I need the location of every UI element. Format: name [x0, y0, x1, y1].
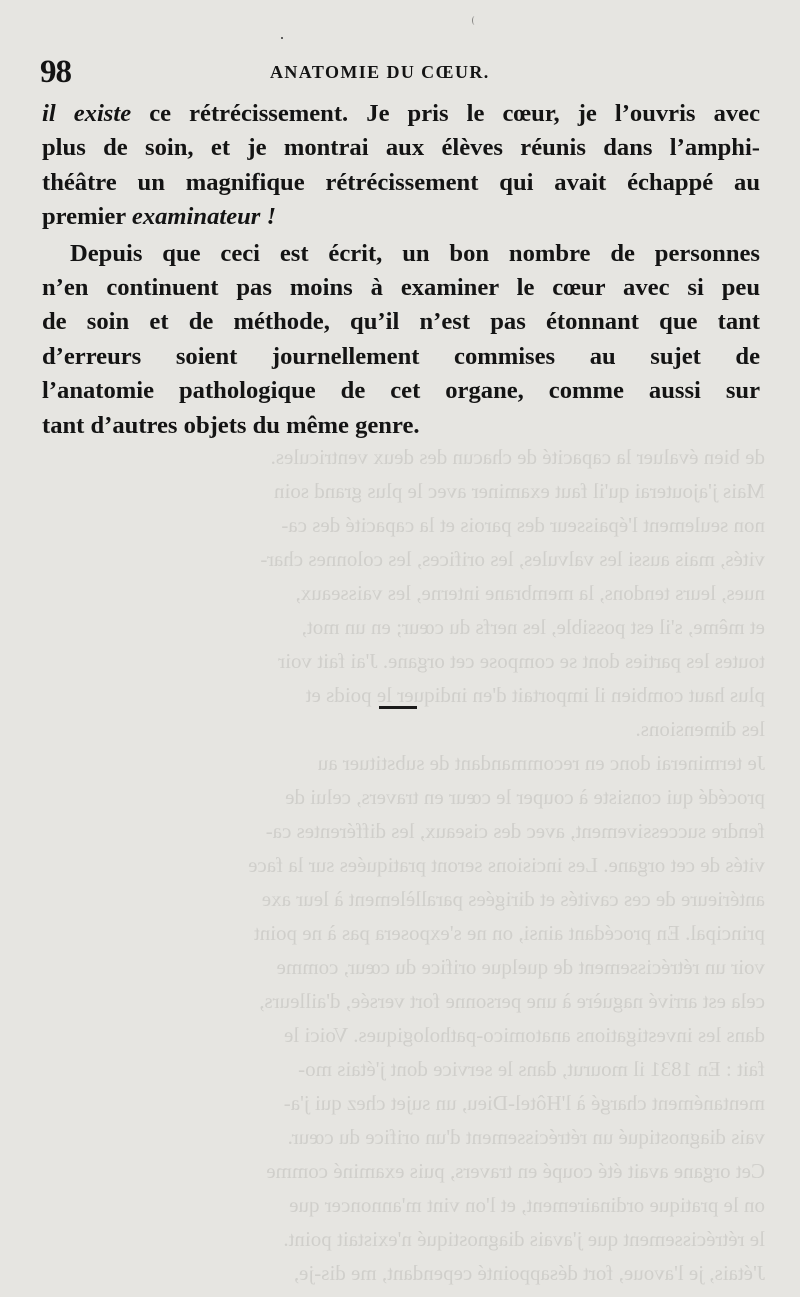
text-line: il existe ce rétrécissement. Je pris le cœur, je l’ouvris avec [42, 100, 761, 127]
bleed-through-texture: de bien évaluer la capacité de chacun des deux ventricules. Mais j'ajouterai qu'il faut examiner avec le plus grand soin non seulement l'épaisseur des parois et la capacité des ca- vités, mais aussi les valvules, les orifices, les colonnes char- nues, leurs tendons, la membrane interne, les vaisseaux, et même, s'il est possible, les nerfs du cœur; en un mot, toutes les parties dont se compose cet organe. J'ai fait voir plus haut combien il importait d'en indiquer le poids et les dimensions. Je terminerai donc en recommandant de substituer au procédé qui consiste à couper le cœur en travers, celui de fendre successivement, avec des ciseaux, les différentes ca- vités de cet organe. Les incisions seront pratiquées sur la face antérieure de ces cavités et dirigées parallèlement à leur axe principal. En procédant ainsi, on ne s'exposera pas à ne point voir un rétrécissement de quelque orifice du cœur, comme cela est arrivé naguère à une personne fort versée, d'ailleurs, dans les investigations anatomico-pathologiques. Voici le fait : En 1831 il mourut, dans le service dont j'étais mo- mentanément chargé à l'Hôtel-Dieu, un sujet chez qui j'a- vais diagnostiqué un rétrécissement d'un orifice du cœur. Cet organe avait été coupé en travers, puis examiné comme on le pratique ordinairement, et l'on vint m'annoncer que le rétrécissement que j'avais diagnostiqué n'existait point. J'étais, je l'avoue, fort désappointé cependant, me dis-je, [248, 445, 765, 1285]
page-number: 98 [40, 54, 71, 90]
text-line: d’erreurs soient journellement commises au sujet de [42, 342, 760, 370]
italic-phrase: il existe [42, 100, 132, 127]
running-head: ANATOMIE DU CŒUR. [270, 62, 490, 82]
text-line: n’en continuent pas moins à examiner le cœur avec si peu [42, 274, 760, 302]
text-line: de soin et de méthode, qu’il n’est pas étonnant que tant [42, 308, 760, 336]
italic-phrase: examinateur ! [131, 203, 277, 231]
text-line: théâtre un magnifique rétrécissement qui avait échappé au [42, 168, 760, 196]
paper-speck [281, 37, 283, 39]
page-header [40, 54, 762, 94]
paper-mark [472, 16, 477, 25]
paragraph [42, 237, 760, 443]
text-line: tant d’autres objets du même genre. [42, 411, 420, 439]
main-text [42, 97, 760, 443]
text-line: premier examinateur ! [42, 203, 277, 231]
text-line: plus de soin, et je montrai aux élèves réunis dans l’amphi- [42, 134, 760, 162]
text-line: Depuis que ceci est écrit, un bon nombre de personnes [70, 239, 760, 267]
text-line: l’anatomie pathologique de cet organe, comme aussi sur [42, 377, 760, 405]
section-divider [379, 706, 417, 709]
paragraph-continuation [42, 97, 760, 235]
